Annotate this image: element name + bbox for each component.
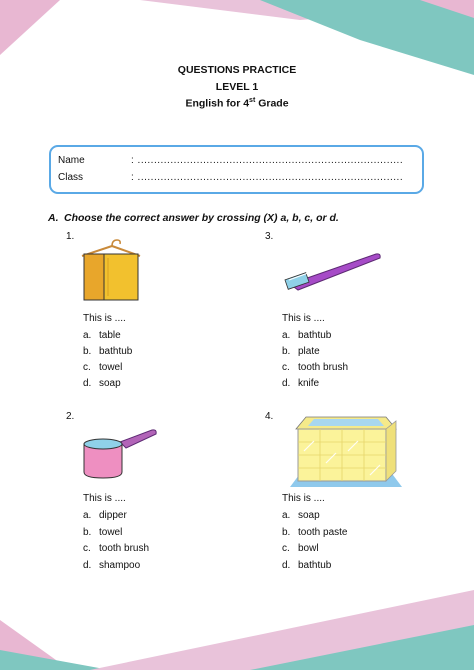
page-title: QUESTIONS PRACTICE xyxy=(177,64,297,76)
subject-label xyxy=(0,97,474,110)
option-letter: b. xyxy=(282,527,291,538)
section-letter: A. xyxy=(48,212,59,224)
option-letter: d. xyxy=(83,560,92,571)
question-1-option-a[interactable] xyxy=(83,330,121,341)
option-letter: b. xyxy=(83,346,92,357)
question-1-stem: This is .... xyxy=(83,313,126,324)
option-text: table xyxy=(99,330,121,341)
option-text: soap xyxy=(99,378,121,389)
option-letter: a. xyxy=(282,330,291,341)
question-3-option-d[interactable] xyxy=(282,378,319,389)
question-4-option-a[interactable] xyxy=(282,510,320,521)
option-text: knife xyxy=(298,378,320,389)
class-field[interactable]: : ................................................................................. xyxy=(131,172,404,183)
option-letter: a. xyxy=(83,510,92,521)
option-text: bathtub xyxy=(99,346,133,357)
option-letter: a. xyxy=(83,330,92,341)
subject-suffix: Grade xyxy=(255,97,289,110)
dipper-icon xyxy=(80,426,160,481)
option-text: tooth brush xyxy=(298,362,349,373)
option-text: bathtub xyxy=(298,560,332,571)
option-letter: b. xyxy=(83,527,92,538)
option-text: bathtub xyxy=(298,330,332,341)
question-2-option-d[interactable] xyxy=(83,560,140,571)
question-4-option-b[interactable] xyxy=(282,527,347,538)
question-1-option-b[interactable] xyxy=(83,346,132,357)
question-4-number: 4. xyxy=(265,411,274,422)
option-letter: d. xyxy=(282,378,291,389)
option-text: towel xyxy=(99,362,123,373)
option-text: plate xyxy=(298,346,320,357)
tiled-bathtub-icon xyxy=(290,411,402,491)
question-3-number: 3. xyxy=(265,231,274,242)
name-field[interactable]: : ................................................................................. xyxy=(131,155,404,166)
option-text: soap xyxy=(298,510,320,521)
instruction-text: Choose the correct answer by crossing (X) a, b, c, or d. xyxy=(64,212,339,224)
section-instruction xyxy=(48,212,339,224)
option-letter: d. xyxy=(282,560,291,571)
question-2-option-b[interactable] xyxy=(83,527,122,538)
level-label: LEVEL 1 xyxy=(215,81,259,93)
question-1-option-d[interactable] xyxy=(83,378,121,389)
option-letter: b. xyxy=(282,346,291,357)
question-3-option-a[interactable] xyxy=(282,330,331,341)
subject-superscript: st xyxy=(249,97,256,104)
corner-decoration-bottom xyxy=(0,580,474,670)
option-text: shampoo xyxy=(99,560,141,571)
question-1-number: 1. xyxy=(66,231,75,242)
option-text: tooth brush xyxy=(99,543,150,554)
question-2-stem: This is .... xyxy=(83,493,126,504)
question-2-option-a[interactable] xyxy=(83,510,127,521)
student-info-box xyxy=(49,145,424,194)
option-text: tooth paste xyxy=(298,527,348,538)
subject-prefix: English for 4 xyxy=(185,97,250,110)
option-letter: c. xyxy=(83,362,91,373)
question-4-stem: This is .... xyxy=(282,493,325,504)
question-3-option-c[interactable] xyxy=(282,362,348,373)
question-4-option-d[interactable] xyxy=(282,560,331,571)
question-2-option-c[interactable] xyxy=(83,543,149,554)
question-4-option-c[interactable] xyxy=(282,543,319,554)
question-1-option-c[interactable] xyxy=(83,362,122,373)
toothbrush-icon xyxy=(284,248,384,298)
class-label: Class xyxy=(58,172,84,183)
option-letter: c. xyxy=(282,543,290,554)
question-3-option-b[interactable] xyxy=(282,346,320,357)
option-letter: d. xyxy=(83,378,92,389)
option-text: towel xyxy=(99,527,123,538)
corner-decoration-top xyxy=(0,0,474,70)
option-text: dipper xyxy=(99,510,127,521)
name-label: Name xyxy=(58,155,85,166)
towel-on-hanger-icon xyxy=(78,236,148,306)
option-letter: a. xyxy=(282,510,291,521)
option-letter: c. xyxy=(83,543,91,554)
option-letter: c. xyxy=(282,362,290,373)
question-3-stem: This is .... xyxy=(282,313,325,324)
option-text: bowl xyxy=(298,543,319,554)
question-2-number: 2. xyxy=(66,411,75,422)
